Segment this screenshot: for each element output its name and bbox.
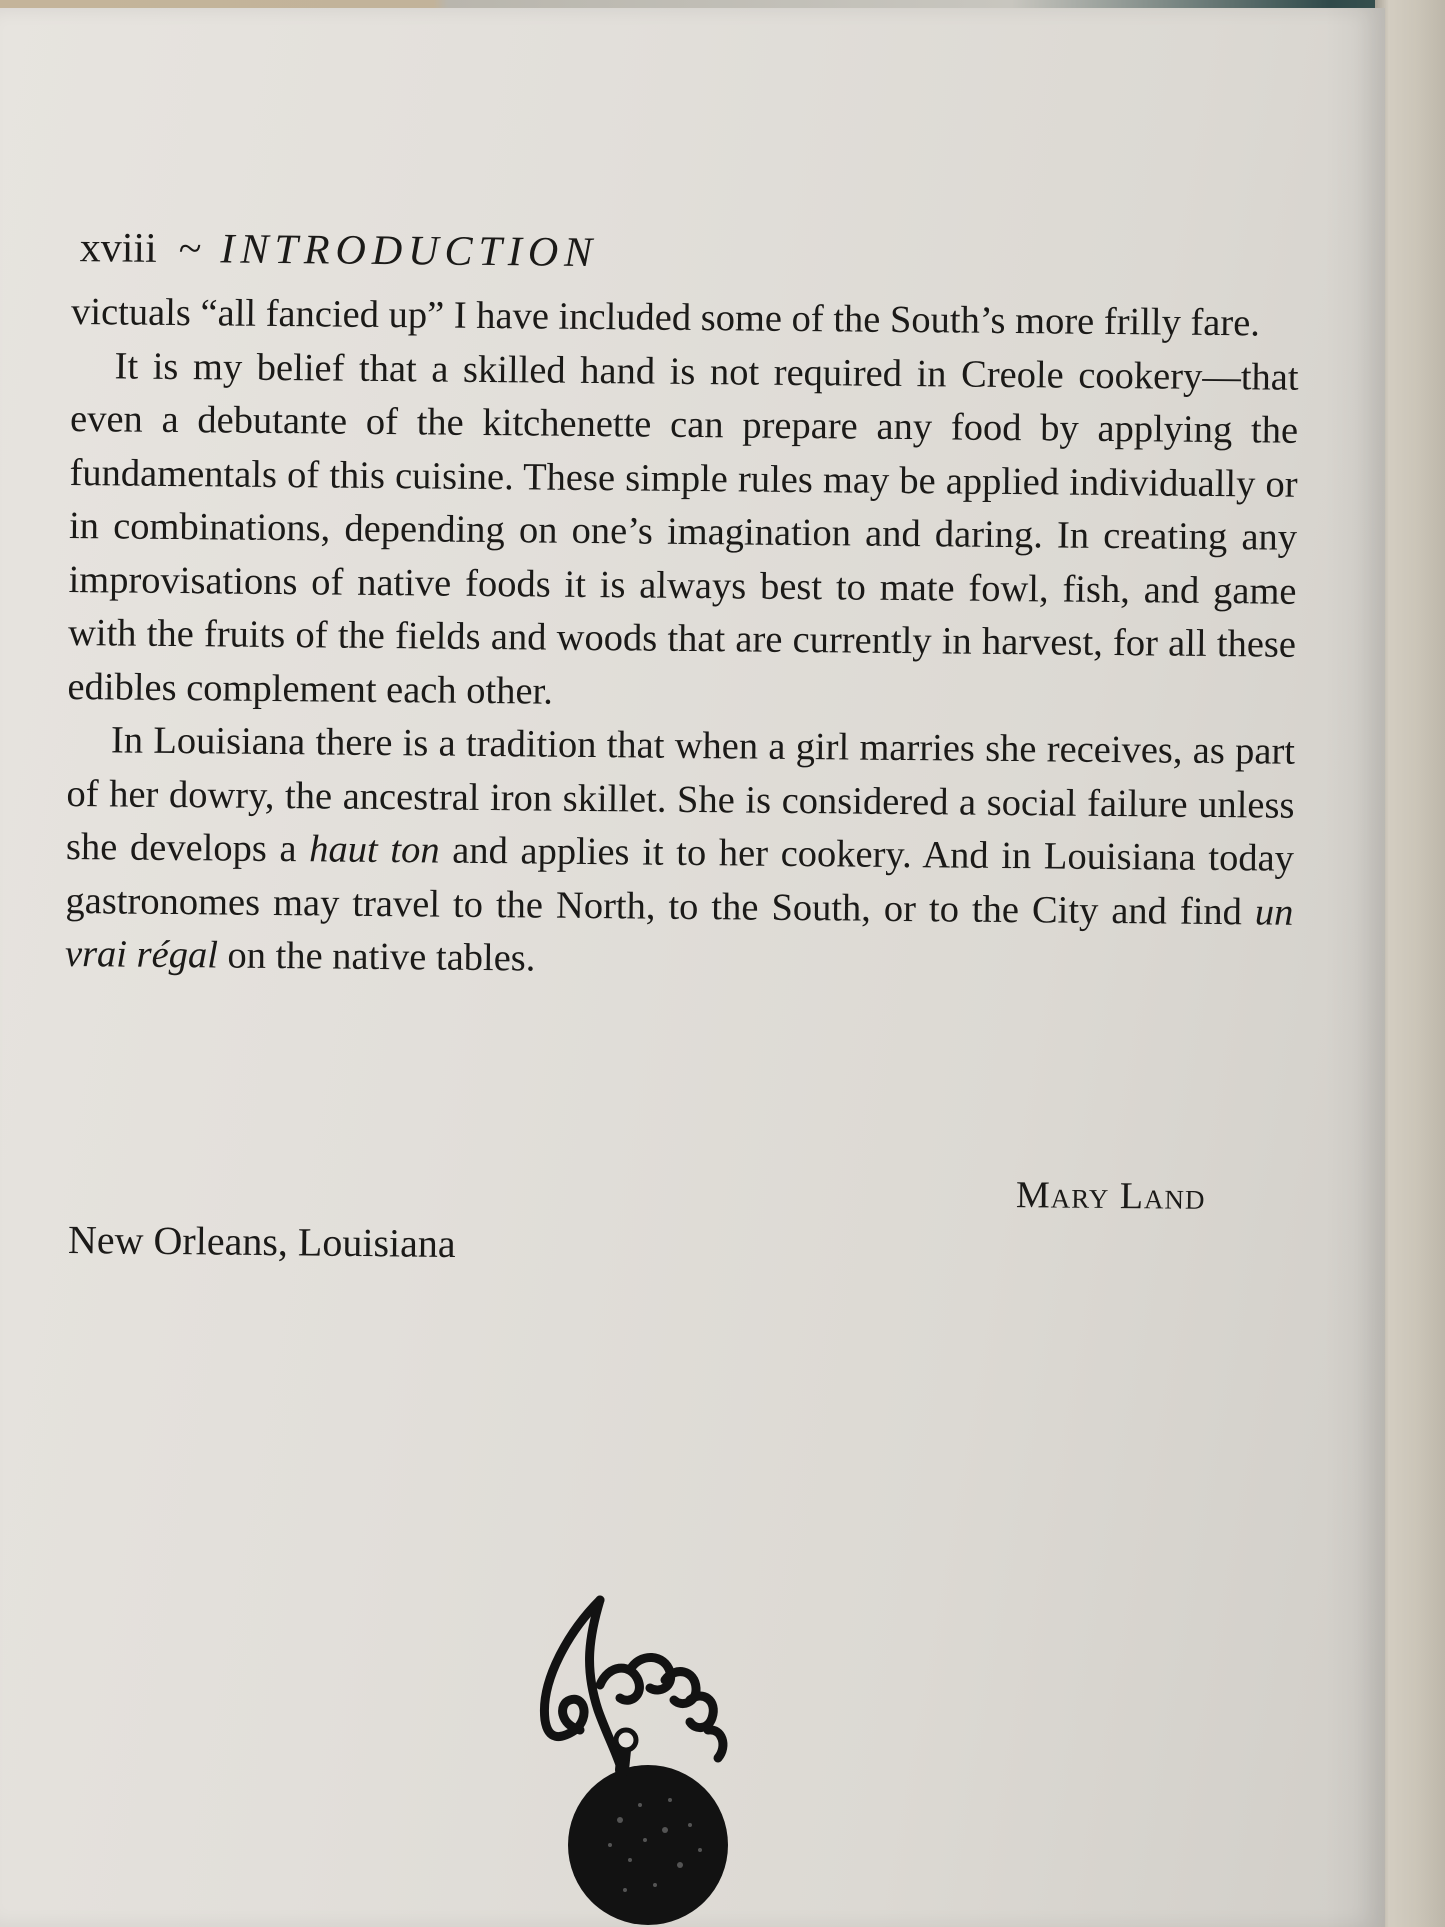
italic-phrase-haut-ton: haut ton — [309, 828, 440, 872]
paragraph-continuation: victuals “all fancied up” I have included some of the South’s more frilly fare. — [70, 290, 1261, 345]
adjacent-page-edge — [1375, 0, 1445, 1927]
paragraph-text: and applies it to her cookery. And in Louisiana today gastronomes may travel to the North, to the South, or to the City and find — [65, 829, 1295, 933]
paragraph-creole-cookery: It is my belief that a skilled hand is not required in Creole cookery—that even a debutante of the kitchenette can prepare any food by applying the fundamentals of this cuisine. These simple rules may be applied individually or in combinations, depending on one’s imagination and daring. In creating any improvisations of native foods it is always best to mate fowl, fish, and game with the fruits of the fields and woods that are currently in harvest, for all these edibles complement each other. — [67, 344, 1299, 713]
chapter-title: INTRODUCTION — [220, 226, 599, 277]
italic-phrase-un-vrai-regal: un vrai régal — [64, 890, 1294, 977]
paragraph-text: on the native tables. — [217, 934, 536, 980]
running-head-separator: ~ — [178, 226, 203, 273]
running-head — [80, 222, 1314, 286]
page-text-block — [65, 222, 1314, 993]
hand-holding-skillet-icon — [530, 1590, 780, 1927]
place-line: New Orleans, Louisiana — [67, 1216, 456, 1267]
page-number: xviii — [79, 225, 157, 272]
paragraph-louisiana-tradition — [65, 714, 1296, 993]
paragraph-text: In Louisiana there is a tradition that when a girl marries she receives, as part of her dowry, the ancestral iron skillet. She is considered a social failure unless she develops a — [65, 719, 1296, 871]
author-signature: Mary Land — [1015, 1174, 1206, 1218]
skillet-pan — [568, 1765, 728, 1925]
page-gutter-shadow — [1325, 8, 1385, 1927]
